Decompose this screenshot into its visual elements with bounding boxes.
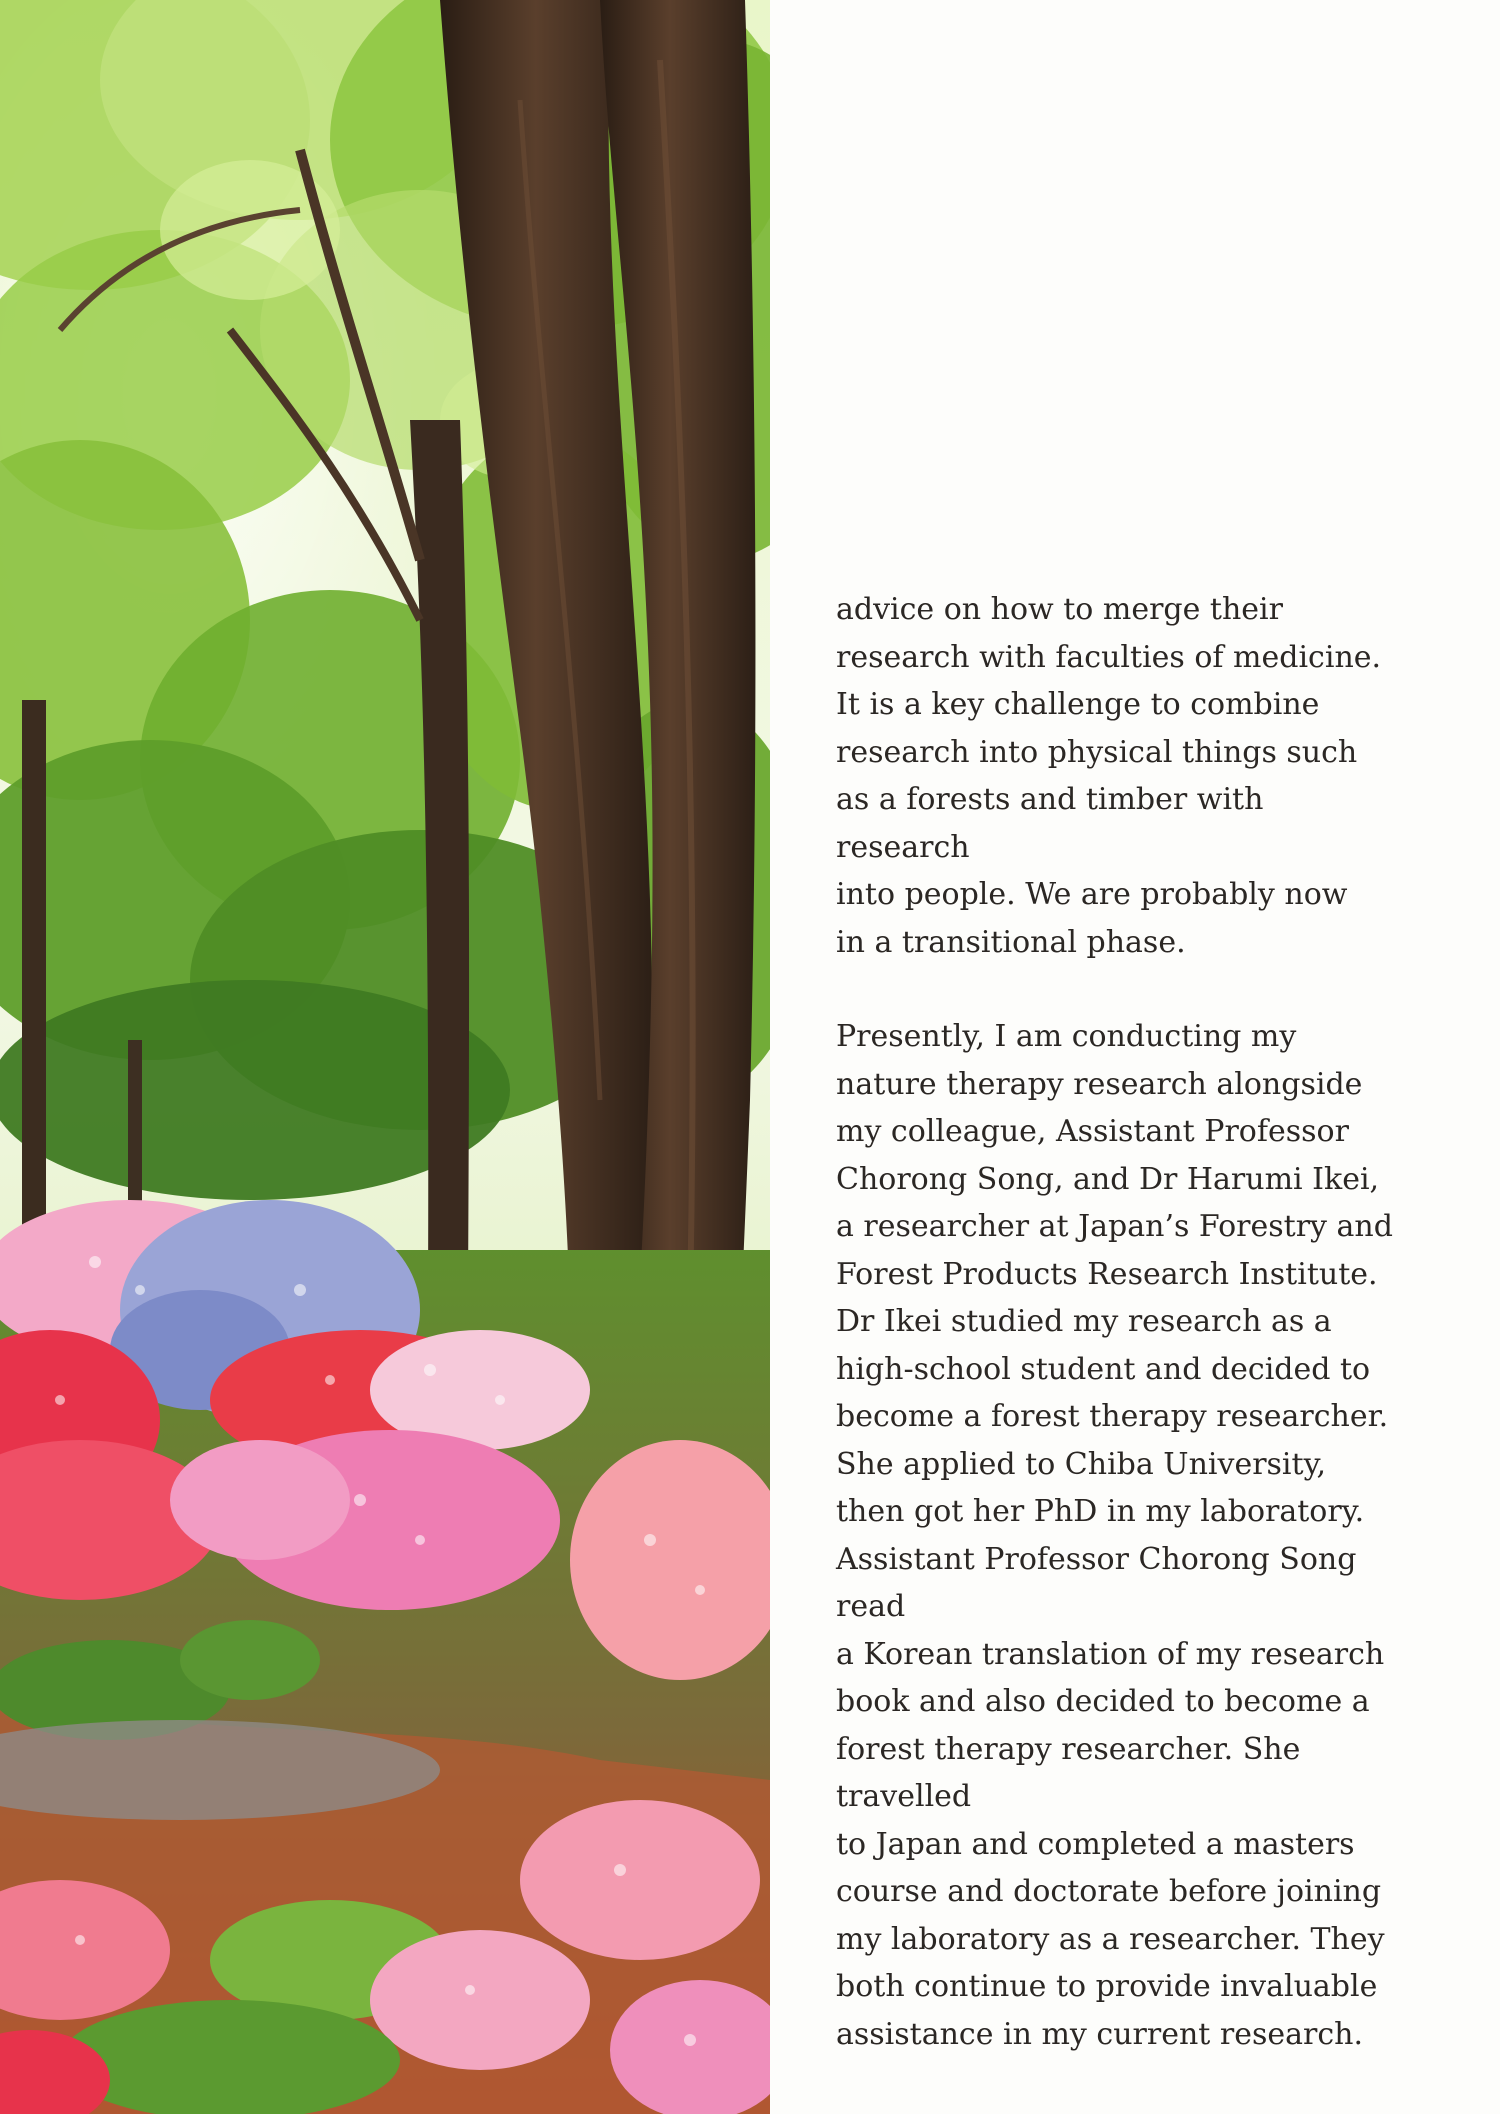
paragraph-1: advice on how to merge their research with faculties of medicine. It is a key challenge to combine research into physical things such as a forests and timber with research into people. We are probably now in a transitional phase.: [836, 592, 1382, 960]
paragraph-2: Presently, I am conducting my nature therapy research alongside my colleague, Assistant Professor Chorong Song, and Dr Harumi Ikei, a researcher at Japan’s Forestry and Forest Products Research Institute. Dr Ikei studied my research as a high-school student and decided to become a forest therapy researcher. She applied to Chiba University, then got her PhD in my laboratory. Assistant Professor Chorong Song read a Korean translation of my research book and also decided to become a forest therapy researcher. She travelled to Japan and completed a masters course and doctorate before joining my laboratory as a researcher. They both continue to provide invaluable assistance in my current research.: [836, 1019, 1393, 2052]
body-text: [836, 586, 1396, 2058]
